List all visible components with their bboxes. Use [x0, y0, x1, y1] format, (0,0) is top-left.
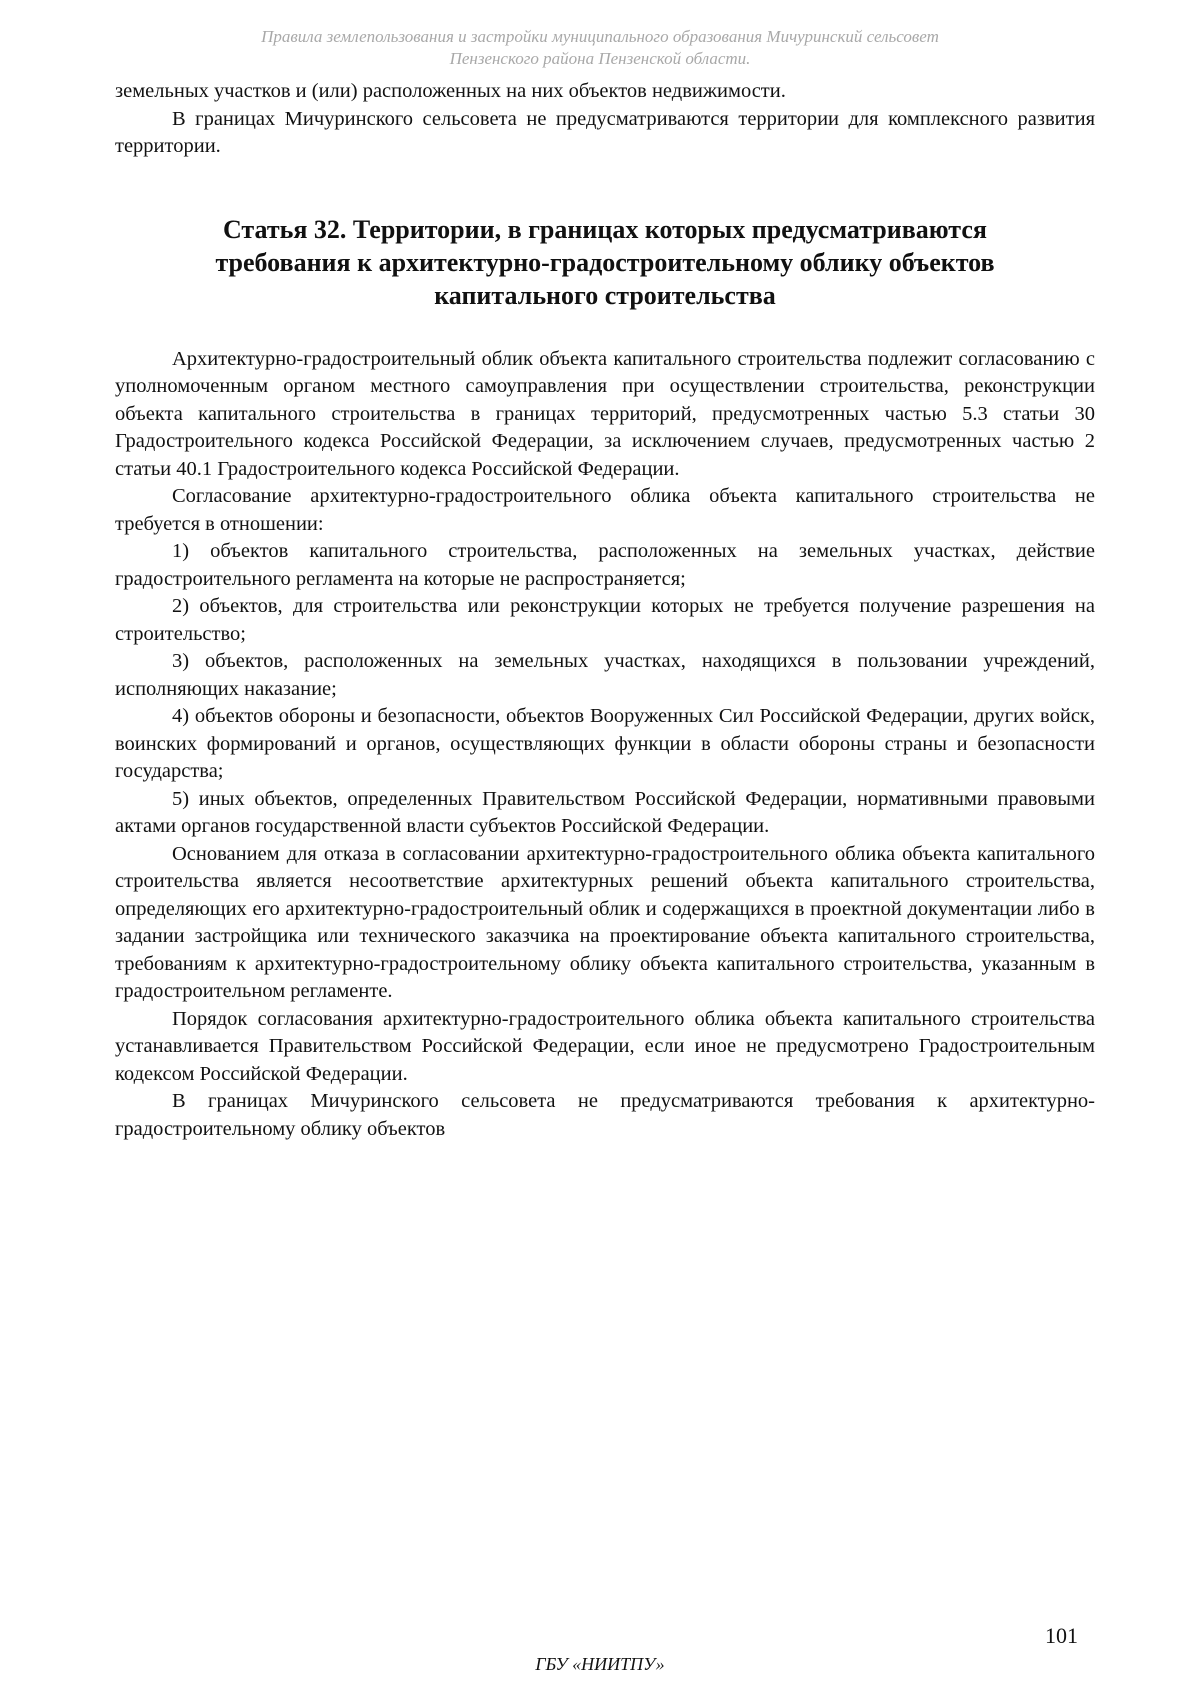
paragraph-no-complex-development: В границах Мичуринского сельсовета не предусматриваются территории для комплексного развития территории. [115, 107, 1095, 157]
list-item-4: 4) объектов обороны и безопасности, объектов Вооруженных Сил Российской Федерации, других войск, воинских формирований и органов, осуществляющих функции в области обороны страны и безопасности государства; [115, 705, 1095, 782]
paragraph-exemptions-intro: Согласование архитектурно-градостроительного облика объекта капитального строительства не требуется в отношении: [115, 485, 1095, 535]
paragraph-approval-procedure: Порядок согласования архитектурно-градостроительного облика объекта капитального строительства устанавливается Правительством Российской Федерации, если иное не предусмотрено Градостроительным кодексом Российской Федерации. [115, 1007, 1095, 1085]
document-body [115, 78, 1095, 1143]
running-header-line-1: Правила землепользования и застройки муниципального образования Мичуринский сельсовет [261, 27, 939, 46]
list-item-1: 1) объектов капитального строительства, расположенных на земельных участках, действие градостроительного регламента на которые не распространяется; [115, 540, 1095, 590]
list-item-2: 2) объектов, для строительства или реконструкции которых не требуется получение разрешения на строительство; [115, 595, 1095, 645]
article-title: Статья 32. Территории, в границах которых предусматриваются требования к архитектурно-градостроительному облику объектов капитального строительства [215, 214, 995, 310]
page-footer: ГБУ «НИИТПУ» [535, 1654, 665, 1674]
list-item-3: 3) объектов, расположенных на земельных участках, находящихся в пользовании учреждений, исполняющих наказание; [115, 650, 1095, 700]
page-number: 101 [1045, 1623, 1078, 1648]
paragraph-continuation: земельных участков и (или) расположенных на них объектов недвижимости. [115, 80, 786, 102]
paragraph-approval-requirement: Архитектурно-градостроительный облик объекта капитального строительства подлежит согласованию с уполномоченным органом местного самоуправления при осуществлении строительства, реконструкции объекта капитального строительства в границах территорий, предусмотренных частью 5.3 статьи 30 Градостроительного кодекса Российской Федерации, за исключением случаев, предусмотренных частью 2 статьи 40.1 Градостроительного кодекса Российской Федерации. [115, 347, 1095, 480]
running-header [0, 26, 1200, 70]
paragraph-no-requirements: В границах Мичуринского сельсовета не предусматриваются требования к архитектурно-градостроительному облику объектов [115, 1090, 1095, 1140]
list-item-5: 5) иных объектов, определенных Правительством Российской Федерации, нормативными правовыми актами органов государственной власти субъектов Российской Федерации. [115, 787, 1095, 837]
paragraph-refusal-grounds: Основанием для отказа в согласовании архитектурно-градостроительного облика объекта капитального строительства является несоответствие архитектурных решений объекта капитального строительства, определяющих его архитектурно-градостроительный облик и содержащихся в проектной документации либо в задании застройщика или технического заказчика на проектирование объекта капитального строительства, требованиям к архитектурно-градостроительному облику объекта капитального строительства, указанным в градостроительном регламенте. [115, 842, 1095, 1002]
running-header-line-2: Пензенского района Пензенской области. [449, 49, 751, 68]
